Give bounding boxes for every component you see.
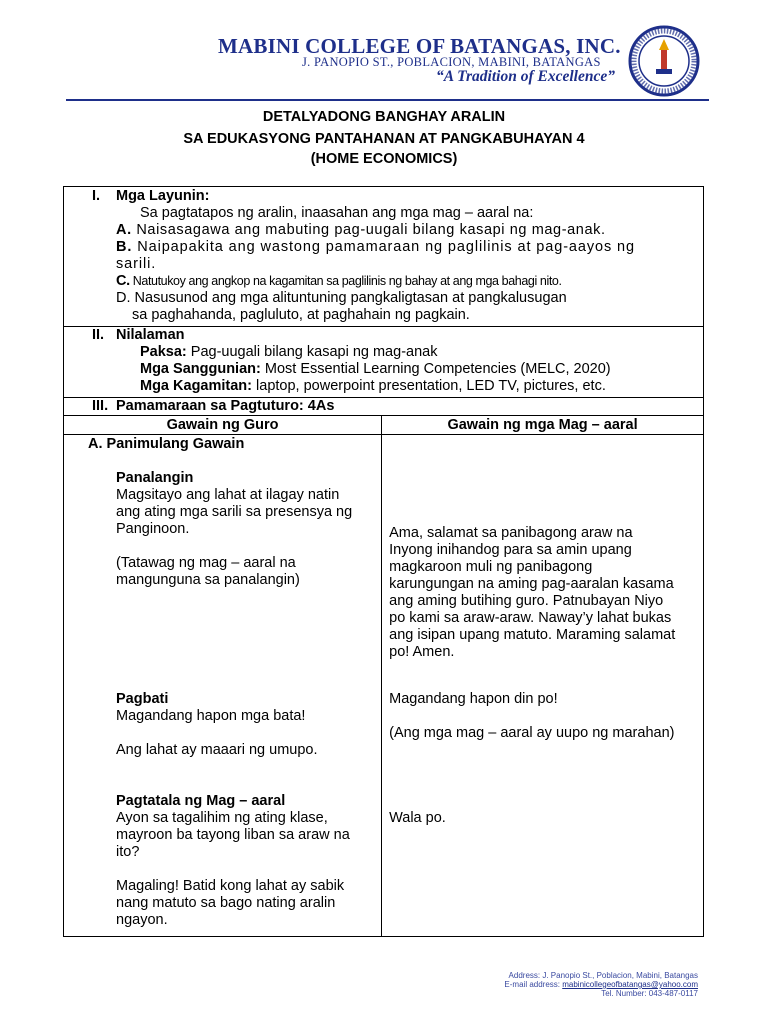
kagamitan-label: Mga Kagamitan: — [140, 378, 252, 394]
doc-title-line2: SA EDUKASYONG PANTAHANAN AT PANGKABUHAYAN 4 — [183, 131, 585, 147]
panalangin-line-1: Magsitayo ang lahat at ilagay natin — [116, 487, 340, 503]
objectives-section — [64, 187, 704, 327]
footer-email-link[interactable]: mabinicollegeofbatangas@yahoo.com — [562, 980, 698, 989]
absence-reply: Wala po. — [389, 810, 446, 826]
prayer-line-8: po! Amen. — [389, 644, 455, 660]
prayer-line-5: ang aming butihing guro. Patnubayan Niyo — [389, 593, 664, 609]
student-activities — [382, 435, 704, 937]
panalangin-heading: Panalangin — [116, 470, 194, 486]
objectives-heading: Mga Layunin: — [116, 188, 210, 204]
school-seal-logo — [628, 25, 700, 97]
objective-d-line2: sa paghahanda, pagluluto, at paghahain ng pagkain. — [132, 307, 470, 323]
pagbati-line: Magandang hapon mga bata! — [116, 708, 306, 724]
panalangin-line-2: ang ating mga sarili sa presensya ng — [116, 504, 353, 520]
sanggunian-label: Mga Sanggunian: — [140, 361, 261, 377]
objective-a-text: Naisasagawa ang mabuting pag-uugali bilang kasapi ng mag-anak. — [136, 222, 606, 238]
objective-b-text-cont: sarili. — [116, 256, 157, 272]
footer-address: Address: J. Panopio St., Poblacion, Mabini, Batangas — [508, 971, 698, 980]
paksa-value: Pag-uugali bilang kasapi ng mag-anak — [190, 344, 438, 360]
magaling-line-2: nang matuto sa bago nating aralin — [116, 895, 336, 911]
objective-b-label: B. — [116, 239, 133, 255]
pagtatala-heading: Pagtatala ng Mag – aaral — [116, 793, 286, 809]
school-address: J. PANOPIO ST., POBLACION, MABINI, BATANGAS — [302, 55, 601, 69]
prayer-line-7: ang isipan upang matuto. Maraming salamat — [389, 627, 676, 643]
prayer-line-1: Ama, salamat sa panibagong araw na — [389, 525, 633, 541]
objective-d-line1: D. Nasusunod ang mga alituntuning pangkaligtasan at pangkalusugan — [116, 290, 567, 306]
footer-email-label: E-mail address: — [504, 980, 560, 989]
teacher-activities — [64, 435, 382, 937]
kagamitan-value: laptop, powerpoint presentation, LED TV, pictures, etc. — [256, 378, 606, 394]
objectives-intro: Sa pagtatapos ng aralin, inaasahan ang mga mag – aaral na: — [140, 205, 534, 221]
school-motto: “A Tradition of Excellence” — [436, 68, 615, 85]
header-divider — [66, 99, 709, 101]
sit-reply: (Ang mga mag – aaral ay uupo ng marahan) — [389, 725, 675, 741]
school-name: MABINI COLLEGE OF BATANGAS, INC. — [218, 34, 621, 58]
footer — [504, 971, 698, 998]
content-section — [64, 327, 704, 398]
procedure-roman: III. — [92, 398, 109, 414]
doc-title-line3: (HOME ECONOMICS) — [310, 151, 458, 167]
part-a-heading: A. Panimulang Gawain — [88, 436, 245, 452]
pagtatala-line-3: ito? — [116, 844, 140, 860]
objective-b-text: Naipapakita ang wastong pamamaraan ng paglilinis at pag-aayos ng — [137, 239, 635, 255]
doc-title-line1: DETALYADONG BANGHAY ARALIN — [262, 109, 506, 125]
magaling-line-1: Magaling! Batid kong lahat ay sabik — [116, 878, 345, 894]
content-roman: II. — [92, 327, 105, 343]
procedure-section — [64, 398, 704, 416]
objective-a-label: A. — [116, 222, 132, 238]
prayer-line-2: Inyong inihandog para sa amin upang — [389, 542, 632, 558]
pagtatala-line-1: Ayon sa tagalihim ng ating klase, — [116, 810, 328, 826]
pagbati-heading: Pagbati — [116, 691, 169, 707]
pagtatala-line-2: mayroon ba tayong liban sa araw na — [116, 827, 350, 843]
panalangin-line-3: Panginoon. — [116, 521, 190, 537]
tatawag-line-2: mangunguna sa panalangin) — [116, 572, 300, 588]
objectives-roman: I. — [92, 188, 101, 204]
lesson-plan-table — [63, 186, 704, 937]
prayer-line-4: karungungan na aming pag-aaralan kasama — [389, 576, 674, 592]
objective-c-text: Natutukoy ang angkop na kagamitan sa paglilinis ng bahay at ang mga bahagi nito. — [132, 274, 562, 288]
column-header-students: Gawain ng mga Mag – aaral — [382, 416, 704, 435]
procedure-heading: Pamamaraan sa Pagtuturo: 4As — [116, 398, 335, 414]
sanggunian-value: Most Essential Learning Competencies (MELC, 2020) — [264, 361, 611, 377]
column-header-teacher: Gawain ng Guro — [64, 416, 382, 435]
objective-c-label: C. — [116, 273, 130, 289]
tatawag-line-1: (Tatawag ng mag – aaral na — [116, 555, 296, 571]
content-heading: Nilalaman — [116, 327, 185, 343]
magaling-line-3: ngayon. — [116, 912, 168, 928]
prayer-line-6: po kami sa araw-araw. Naway’y lahat bukas — [389, 610, 672, 626]
paksa-label: Paksa: — [140, 344, 187, 360]
umupo-line: Ang lahat ay maaari ng umupo. — [116, 742, 318, 758]
prayer-line-3: magkaroon muli ng panibagong — [389, 559, 593, 575]
footer-tel: Tel. Number: 043-487-0117 — [601, 989, 698, 998]
greeting-reply: Magandang hapon din po! — [389, 691, 558, 707]
